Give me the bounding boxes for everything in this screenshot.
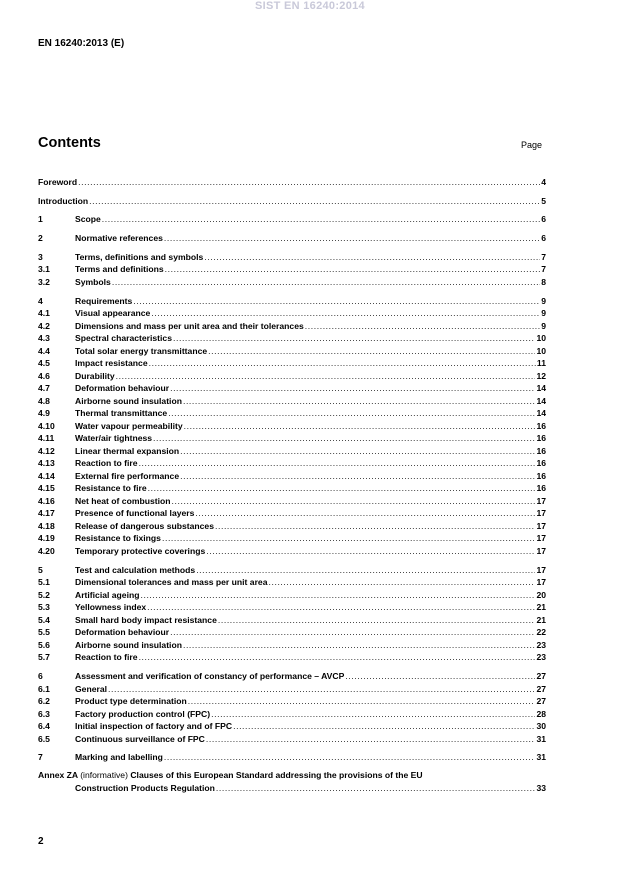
toc-entry-number: 5.5: [38, 627, 50, 637]
toc-entry-title: Artificial ageing: [75, 590, 140, 600]
toc-entry-number: 4.4: [38, 346, 50, 356]
dot-leader: [206, 545, 535, 557]
dot-leader: [206, 733, 536, 745]
toc-entry-number: 4: [38, 296, 43, 306]
toc-entry-number: 4.12: [38, 446, 55, 456]
toc-entry-title: External fire performance: [75, 471, 180, 481]
dot-leader: [173, 332, 535, 344]
dot-leader: [139, 651, 536, 663]
dot-leader: [233, 720, 535, 732]
toc-entry-page-number: 16: [536, 458, 546, 468]
toc-entry-number: 4.2: [38, 321, 50, 331]
toc-entry-page-number: 16: [536, 421, 546, 431]
toc-entry-page-number: 27: [536, 671, 546, 681]
toc-entry-number: 3.1: [38, 264, 50, 274]
toc-annex-entry[interactable]: [38, 769, 546, 781]
dot-leader: [345, 670, 535, 682]
toc-annex-entry-continued[interactable]: [75, 782, 546, 794]
toc-entry-page-number: 9: [541, 321, 546, 331]
toc-entry-title: Initial inspection of factory and of FPC: [75, 721, 233, 731]
dot-leader: [164, 751, 536, 763]
toc-entry[interactable]: [38, 507, 546, 519]
toc-entry[interactable]: [38, 407, 546, 419]
dot-leader: [165, 263, 541, 275]
toc-entry-number: 6.3: [38, 709, 50, 719]
toc-entry-number: 4.16: [38, 496, 55, 506]
toc-entry-title: Terms, definitions and symbols: [75, 252, 204, 262]
toc-entry-title: Spectral characteristics: [75, 333, 172, 343]
toc-entry-title: Linear thermal expansion: [75, 446, 180, 456]
toc-entry[interactable]: [38, 532, 546, 544]
toc-entry-title: Continuous surveillance of FPC: [75, 734, 205, 744]
toc-entry[interactable]: [38, 263, 546, 275]
toc-entry-number: 4.19: [38, 533, 55, 543]
toc-entry[interactable]: [38, 332, 546, 344]
toc-entry-number: 4.17: [38, 508, 55, 518]
toc-entry-page-number: 17: [536, 577, 546, 587]
toc-entry-page-number: 10: [536, 346, 546, 356]
toc-entry-title: Impact resistance: [75, 358, 148, 368]
dot-leader: [180, 445, 535, 457]
toc-entry-number: 5.7: [38, 652, 50, 662]
toc-entry-page-number: 4: [541, 177, 546, 187]
toc-entry-number: 4.11: [38, 433, 55, 443]
toc-entry-title: Test and calculation methods: [75, 565, 196, 575]
toc-entry-title: Factory production control (FPC): [75, 709, 211, 719]
toc-entry-number: 5.2: [38, 590, 50, 600]
toc-entry[interactable]: [38, 545, 546, 557]
toc-entry-page-number: 9: [541, 308, 546, 318]
toc-entry-title: Dimensional tolerances and mass per unit area: [75, 577, 268, 587]
dot-leader: [149, 357, 536, 369]
toc-entry[interactable]: [38, 276, 546, 288]
dot-leader: [164, 232, 540, 244]
toc-entry-number: 6: [38, 671, 43, 681]
toc-entry-number: 4.13: [38, 458, 55, 468]
toc-entry-page-number: 21: [536, 615, 546, 625]
toc-entry[interactable]: [38, 639, 546, 651]
page-title: Contents: [38, 135, 101, 151]
annex-label: Annex ZA: [38, 770, 78, 780]
toc-entry[interactable]: [38, 213, 546, 225]
dot-leader: [148, 482, 536, 494]
dot-leader: [139, 457, 536, 469]
toc-entry-number: 5.4: [38, 615, 50, 625]
toc-entry-number: 6.5: [38, 734, 50, 744]
toc-entry-page-number: 14: [536, 396, 546, 406]
toc-entry-title: Deformation behaviour: [75, 383, 170, 393]
dot-leader: [153, 432, 535, 444]
toc-entry[interactable]: [38, 520, 546, 532]
dot-leader: [172, 495, 536, 507]
toc-entry-number: 5.6: [38, 640, 50, 650]
toc-entry-title: Normative references: [75, 233, 163, 243]
toc-entry[interactable]: [38, 370, 546, 382]
toc-entry[interactable]: [38, 295, 546, 307]
toc-entry[interactable]: [38, 670, 546, 682]
dot-leader: [170, 382, 535, 394]
toc-entry-title: Net heat of combustion: [75, 496, 171, 506]
dot-leader: [305, 320, 540, 332]
toc-entry-title: Deformation behaviour: [75, 627, 170, 637]
toc-entry-page-number: 23: [536, 640, 546, 650]
toc-entry-page-number: 17: [536, 565, 546, 575]
toc-entry-title: Durability: [75, 371, 115, 381]
dot-leader: [183, 639, 535, 651]
toc-entry-title: Temporary protective coverings: [75, 546, 206, 556]
annex-title-line1: Clauses of this European Standard addressing the provisions of the EU: [130, 770, 423, 780]
dot-leader: [116, 370, 536, 382]
toc-entry-title: Requirements: [75, 296, 133, 306]
dot-leader: [208, 345, 535, 357]
dot-leader: [218, 614, 536, 626]
toc-entry-number: 4.5: [38, 358, 50, 368]
toc-entry[interactable]: [38, 420, 546, 432]
toc-entry-page-number: 17: [536, 508, 546, 518]
toc-entry-title: Terms and definitions: [75, 264, 164, 274]
toc-entry[interactable]: [38, 457, 546, 469]
toc-entry-title: Resistance to fire: [75, 483, 147, 493]
toc-entry[interactable]: [38, 651, 546, 663]
toc-entry-title: Release of dangerous substances: [75, 521, 214, 531]
toc-entry[interactable]: [38, 708, 546, 720]
annex-page-number: 33: [536, 783, 546, 793]
toc-entry-page-number: 22: [536, 627, 546, 637]
toc-entry-number: 5.1: [38, 577, 50, 587]
annex-title-line2: Construction Products Regulation: [75, 783, 215, 793]
toc-entry[interactable]: [38, 432, 546, 444]
toc-entry-title: Airborne sound insulation: [75, 396, 182, 406]
toc-entry-title: Resistance to fixings: [75, 533, 161, 543]
toc-entry-number: 6.4: [38, 721, 50, 731]
toc-entry-number: 1: [38, 214, 43, 224]
toc-entry-title: Yellowness index: [75, 602, 147, 612]
toc-entry[interactable]: [38, 195, 546, 207]
toc-entry-page-number: 6: [541, 214, 546, 224]
toc-entry[interactable]: [38, 589, 546, 601]
dot-leader: [183, 395, 535, 407]
toc-entry-number: 4.15: [38, 483, 55, 493]
toc-entry-page-number: 17: [536, 546, 546, 556]
toc-entry[interactable]: [38, 357, 546, 369]
toc-entry-number: 3.2: [38, 277, 50, 287]
dot-leader: [168, 407, 535, 419]
toc-entry-title: Symbols: [75, 277, 111, 287]
toc-entry-page-number: 21: [536, 602, 546, 612]
toc-entry[interactable]: [38, 176, 546, 188]
dot-leader: [184, 420, 536, 432]
toc-entry-title: Assessment and verification of constancy of performance – AVCP: [75, 671, 345, 681]
toc-entry-title: Total solar energy transmittance: [75, 346, 208, 356]
toc-entry-number: 4.10: [38, 421, 55, 431]
toc-entry[interactable]: [38, 445, 546, 457]
dot-leader: [216, 782, 536, 794]
toc-entry-page-number: 16: [536, 446, 546, 456]
dot-leader: [89, 195, 540, 207]
toc-entry-number: 4.7: [38, 383, 50, 393]
dot-leader: [268, 576, 535, 588]
dot-leader: [170, 626, 535, 638]
toc-entry-page-number: 16: [536, 433, 546, 443]
toc-entry[interactable]: [38, 482, 546, 494]
toc-entry-number: 3: [38, 252, 43, 262]
toc-entry-number: 5.3: [38, 602, 50, 612]
toc-entry[interactable]: [38, 495, 546, 507]
page-column-label: Page: [521, 140, 543, 150]
watermark: SIST EN 16240:2014: [255, 0, 365, 12]
toc-entry-page-number: 8: [541, 277, 546, 287]
toc-entry-page-number: 11: [536, 358, 546, 368]
toc-entry[interactable]: [38, 345, 546, 357]
toc-entry[interactable]: [38, 307, 546, 319]
toc-entry-page-number: 14: [536, 383, 546, 393]
dot-leader: [112, 276, 540, 288]
toc-entry[interactable]: [38, 564, 546, 576]
toc-entry[interactable]: [38, 695, 546, 707]
annex-qualifier: (informative): [80, 770, 128, 780]
dot-leader: [147, 601, 535, 613]
toc-entry-title: Thermal transmittance: [75, 408, 168, 418]
toc-entry-title: Foreword: [38, 177, 78, 187]
toc-entry-title: Introduction: [38, 196, 89, 206]
toc-entry-number: 6.1: [38, 684, 50, 694]
toc-entry-number: 4.18: [38, 521, 55, 531]
toc-entry-page-number: 30: [536, 721, 546, 731]
toc-entry-page-number: 14: [536, 408, 546, 418]
dot-leader: [211, 708, 535, 720]
toc-entry-page-number: 17: [536, 521, 546, 531]
toc-entry-number: 4.20: [38, 546, 55, 556]
toc-entry-page-number: 17: [536, 496, 546, 506]
toc-entry-number: 4.9: [38, 408, 50, 418]
toc-entry-number: 7: [38, 752, 43, 762]
dot-leader: [133, 295, 540, 307]
toc-entry-number: 6.2: [38, 696, 50, 706]
toc-entry-title: Reaction to fire: [75, 652, 138, 662]
toc-entry[interactable]: [38, 576, 546, 588]
toc-entry[interactable]: [38, 395, 546, 407]
toc-entry-page-number: 7: [541, 252, 546, 262]
toc-entry-page-number: 7: [541, 264, 546, 274]
toc-entry-title: Reaction to fire: [75, 458, 138, 468]
toc-entry-number: 4.1: [38, 308, 50, 318]
toc-entry-title: Presence of functional layers: [75, 508, 195, 518]
toc-entry-number: 4.8: [38, 396, 50, 406]
dot-leader: [188, 695, 536, 707]
toc-entry-page-number: 17: [536, 533, 546, 543]
toc-entry-title: Water/air tightness: [75, 433, 153, 443]
toc-entry-page-number: 6: [541, 233, 546, 243]
toc-entry-title: Water vapour permeability: [75, 421, 183, 431]
toc-entry-number: 4.3: [38, 333, 50, 343]
dot-leader: [162, 532, 535, 544]
toc-entry-page-number: 12: [536, 371, 546, 381]
toc-entry[interactable]: [38, 733, 546, 745]
toc-entry-page-number: 16: [536, 483, 546, 493]
toc-entry-page-number: 20: [536, 590, 546, 600]
toc-entry-title: Scope: [75, 214, 101, 224]
dot-leader: [195, 507, 535, 519]
toc-entry-title: Marking and labelling: [75, 752, 163, 762]
toc-entry[interactable]: [38, 683, 546, 695]
toc-entry-page-number: 27: [536, 684, 546, 694]
toc-entry-number: 4.6: [38, 371, 50, 381]
toc-entry[interactable]: [38, 751, 546, 763]
toc-entry-title: Airborne sound insulation: [75, 640, 182, 650]
dot-leader: [102, 213, 540, 225]
toc-entry-number: 5: [38, 565, 43, 575]
toc-entry-number: 4.14: [38, 471, 55, 481]
toc-entry[interactable]: [38, 601, 546, 613]
toc-entry[interactable]: [38, 626, 546, 638]
dot-leader: [204, 251, 540, 263]
toc-entry-page-number: 31: [536, 752, 546, 762]
toc-entry-title: Small hard body impact resistance: [75, 615, 217, 625]
toc-entry-page-number: 27: [536, 696, 546, 706]
dot-leader: [140, 589, 535, 601]
toc-entry[interactable]: [38, 232, 546, 244]
dot-leader: [180, 470, 535, 482]
dot-leader: [196, 564, 535, 576]
toc-entry-page-number: 28: [536, 709, 546, 719]
toc-entry-title: Product type determination: [75, 696, 187, 706]
toc-entry-page-number: 16: [536, 471, 546, 481]
dot-leader: [108, 683, 535, 695]
toc-entry-page-number: 9: [541, 296, 546, 306]
toc-entry[interactable]: [38, 470, 546, 482]
document-header: EN 16240:2013 (E): [38, 38, 125, 49]
dot-leader: [78, 176, 540, 188]
toc-entry-page-number: 10: [536, 333, 546, 343]
dot-leader: [215, 520, 535, 532]
toc-entry[interactable]: [38, 614, 546, 626]
toc-entry-number: 2: [38, 233, 43, 243]
toc-entry-title: Visual appearance: [75, 308, 151, 318]
toc-entry-page-number: 31: [536, 734, 546, 744]
footer-page-number: 2: [38, 836, 44, 847]
toc-entry-page-number: 23: [536, 652, 546, 662]
toc-entry[interactable]: [38, 251, 546, 263]
toc-entry-title: General: [75, 684, 108, 694]
toc-entry-page-number: 5: [541, 196, 546, 206]
toc-entry[interactable]: [38, 382, 546, 394]
toc-entry[interactable]: [38, 320, 546, 332]
dot-leader: [151, 307, 540, 319]
toc-entry[interactable]: [38, 720, 546, 732]
toc-entry-title: Dimensions and mass per unit area and their tolerances: [75, 321, 304, 331]
